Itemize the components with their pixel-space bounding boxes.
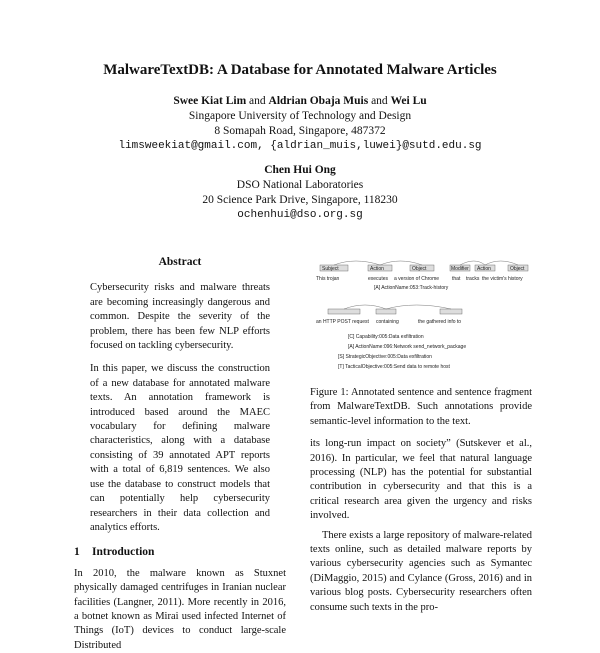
figure-token: a version of Chrome	[394, 276, 440, 282]
figure-tokens-row-2	[316, 319, 461, 325]
section-title: Introduction	[92, 546, 155, 559]
email-line: ochenhui@dso.org.sg	[237, 209, 363, 221]
right-column	[310, 255, 532, 620]
abstract	[74, 281, 286, 535]
figure-token: tracks	[466, 276, 480, 282]
figure-label: Subject	[322, 266, 339, 272]
figure-1	[310, 255, 532, 380]
figure-token: the victim's history	[482, 276, 523, 282]
figure-attribute: [T] TacticalObjective:005:Send data to remote host	[338, 364, 450, 370]
figure-token: containing	[376, 319, 399, 325]
abstract-paragraph: In this paper, we discuss the construction of a new database for annotated malware texts. An annotation framework is introduced based around the MAEC vocabulary for defining malware characteristics, along with a database consisting of 39 annotated APT reports with a total of 6,819 sentences. We also use the database to construct models that can potentially help cybersecurity researchers in their data collection and analytics efforts.	[90, 363, 270, 533]
abstract-paragraph: Cybersecurity risks and malware threats are becoming increasingly dangerous and common. Despite the severity of the problem, there has been few NLP efforts focused on tackling cybersecurity.	[90, 282, 270, 352]
figure-token: executes	[368, 276, 389, 282]
section-heading	[74, 545, 286, 559]
figure-token: an HTTP POST request	[316, 319, 369, 325]
figure-attribute: [S] StrategicObjective:005:Data exfiltration	[338, 354, 432, 360]
body-paragraph: There exists a large repository of malware-related texts online, such as detailed malware reports by various cybersecurity agencies such as Symantec (DiMaggio, 2015) and Cylance (Gross, 2016) and in various blog posts. Cybersecurity researchers often consume such texts in the pro-	[310, 529, 532, 613]
figure-tokens-row-1	[316, 276, 523, 282]
figure-attribute: [C] Capability:005:Data exfiltration	[348, 334, 424, 340]
figure-label: Action	[370, 266, 384, 272]
author-block-2	[0, 163, 600, 223]
figure-caption: Figure 1: Annotated sentence and sentence fragment from MalwareTextDB. Such annotations provide semantic-level information to the text.	[310, 387, 532, 427]
figure-label: Modifier	[451, 266, 469, 272]
left-column	[74, 255, 286, 653]
author-name: Wei Lu	[390, 95, 427, 107]
body-paragraph: its long-run impact on society” (Sutskever et al., 2016). In particular, we feel that natural language processing (NLP) has the potential for substantial contribution in cybersecurity and that this is a critical research area given the urgency and risks involved.	[310, 438, 532, 522]
intro-continued	[310, 437, 532, 615]
address: 8 Somapah Road, Singapore, 487372	[214, 125, 386, 137]
author-name: Swee Kiat Lim	[173, 95, 247, 107]
figure-token: that	[452, 276, 461, 282]
figure-label: Action	[477, 266, 491, 272]
email-line: limsweekiat@gmail.com, {aldrian_muis,luwei}@sutd.edu.sg	[118, 140, 482, 152]
author-separator: and	[371, 95, 388, 107]
figure-label: Object	[412, 266, 427, 272]
figure-token: This trojan	[316, 276, 340, 282]
author-separator: and	[249, 95, 266, 107]
author-name: Aldrian Obaja Muis	[268, 95, 369, 107]
author-name: Chen Hui Ong	[264, 164, 336, 176]
figure-label: Object	[510, 266, 525, 272]
figure-attribute: [A] ActionName:053:Track-history	[374, 285, 449, 291]
section-number: 1	[74, 546, 80, 559]
affiliation: Singapore University of Technology and Design	[188, 110, 412, 122]
abstract-heading: Abstract	[158, 256, 202, 268]
figure-attribute: [A] ActionName:096:Network send_network_package	[348, 344, 467, 350]
address: 20 Science Park Drive, Singapore, 118230	[202, 194, 398, 206]
figure-attributes	[338, 334, 466, 370]
figure-token: the gathered info to	[418, 319, 462, 325]
annotated-sentence-figure	[310, 255, 532, 380]
affiliation: DSO National Laboratories	[236, 179, 364, 191]
body-paragraph: In 2010, the malware known as Stuxnet physically damaged centrifuges in Iranian nuclear facilities (Langner, 2011). More recently in 2016, a botnet known as Mirai used infected Internet of Things (IoT) devices to conduct large-scale Distributed	[74, 567, 286, 651]
paper-title: MalwareTextDB: A Database for Annotated Malware Articles	[103, 62, 497, 78]
author-line	[0, 94, 600, 109]
author-block-1	[0, 94, 600, 154]
